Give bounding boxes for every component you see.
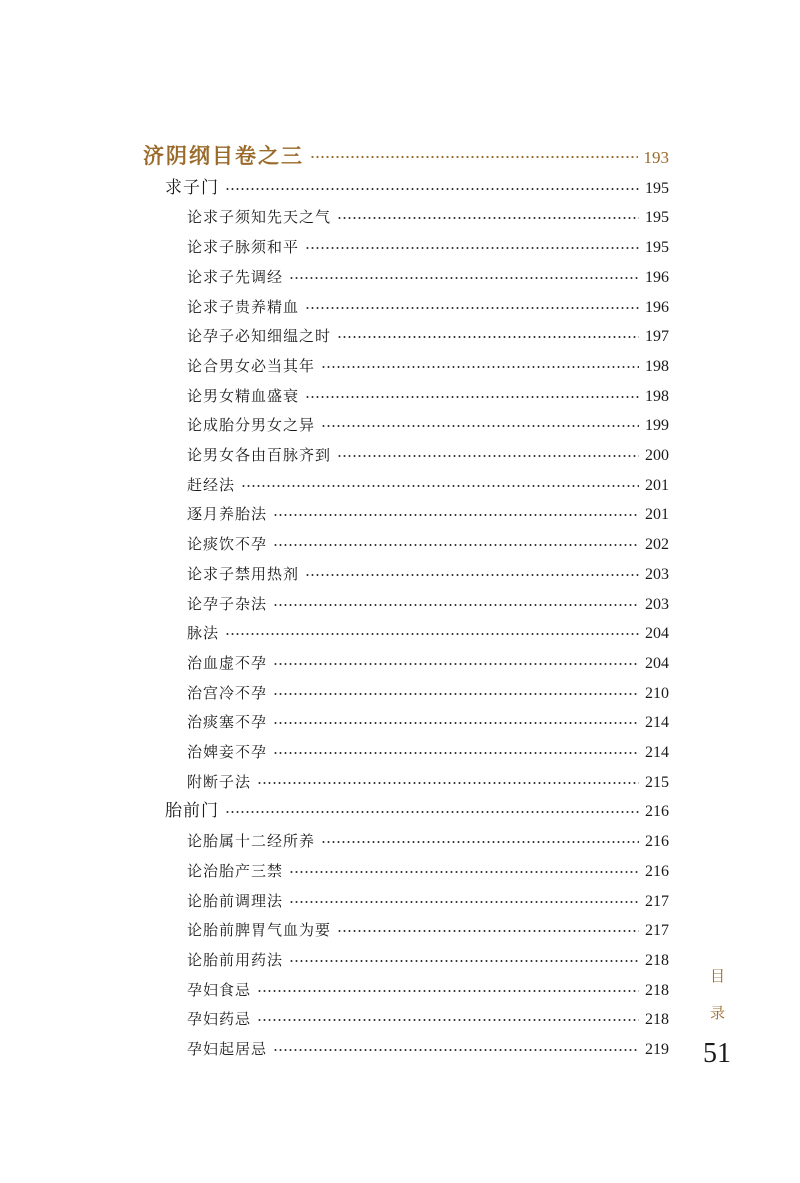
toc-entry-label: 论胎属十二经所养 bbox=[187, 832, 316, 850]
toc-entry bbox=[187, 594, 669, 615]
toc-entry bbox=[187, 623, 669, 644]
dot-leader bbox=[289, 867, 639, 877]
toc-entry-page: 198 bbox=[645, 358, 669, 375]
toc-entry-label: 论男女精血盛衰 bbox=[187, 387, 300, 405]
toc-entry bbox=[187, 950, 669, 971]
toc-entry-label: 治宫冷不孕 bbox=[187, 684, 268, 702]
toc-entry-page: 216 bbox=[645, 863, 669, 880]
toc-entry-page: 218 bbox=[645, 952, 669, 969]
dot-leader bbox=[273, 1045, 639, 1055]
toc-entry-page: 195 bbox=[645, 180, 669, 197]
toc-entry-label: 论胎前用药法 bbox=[187, 951, 284, 969]
dot-leader bbox=[273, 510, 639, 520]
toc-entry-page: 193 bbox=[643, 148, 669, 167]
toc-entry-page: 197 bbox=[645, 328, 669, 345]
toc-entry-page: 218 bbox=[645, 1011, 669, 1028]
toc-entry-label: 论胎前脾胃气血为要 bbox=[187, 921, 332, 939]
toc-entry-page: 204 bbox=[645, 655, 669, 672]
side-label-lu: 录 bbox=[710, 1004, 726, 1022]
toc-entry bbox=[187, 891, 669, 912]
toc-entry bbox=[187, 326, 669, 347]
toc-entry-page: 201 bbox=[645, 506, 669, 523]
toc-entry bbox=[187, 534, 669, 555]
toc-entry-page: 219 bbox=[645, 1041, 669, 1058]
dot-leader bbox=[273, 718, 639, 728]
toc-entry bbox=[187, 712, 669, 733]
toc-entry-label: 脉法 bbox=[187, 624, 220, 642]
dot-leader bbox=[273, 748, 639, 758]
toc-entry-label: 赶经法 bbox=[187, 476, 236, 494]
toc-entry-label: 论孕子杂法 bbox=[187, 595, 268, 613]
toc-entry-label: 治痰塞不孕 bbox=[187, 713, 268, 731]
dot-leader bbox=[337, 451, 639, 461]
toc-entry-label: 孕妇药忌 bbox=[187, 1010, 252, 1028]
toc-entry-label: 论胎前调理法 bbox=[187, 892, 284, 910]
toc-entry-page: 202 bbox=[645, 536, 669, 553]
dot-leader bbox=[337, 332, 639, 342]
toc-entry-label: 论求子先调经 bbox=[187, 268, 284, 286]
toc-entry-page: 217 bbox=[645, 922, 669, 939]
dot-leader bbox=[257, 778, 639, 788]
toc-entry-label: 济阴纲目卷之三 bbox=[143, 143, 304, 168]
toc-entry-label: 论治胎产三禁 bbox=[187, 862, 284, 880]
dot-leader bbox=[273, 600, 639, 610]
toc-entry-page: 200 bbox=[645, 447, 669, 464]
toc-entry-page: 203 bbox=[645, 566, 669, 583]
toc-entry bbox=[187, 297, 669, 318]
toc-entry-page: 216 bbox=[645, 803, 669, 820]
dot-leader bbox=[289, 273, 639, 283]
dot-leader bbox=[337, 926, 639, 936]
toc-entry bbox=[165, 178, 669, 199]
dot-leader bbox=[321, 421, 639, 431]
toc-entry bbox=[187, 386, 669, 407]
toc-entry bbox=[187, 980, 669, 1001]
dot-leader bbox=[289, 956, 639, 966]
toc-entry bbox=[187, 475, 669, 496]
toc-entry-label: 治婢妾不孕 bbox=[187, 743, 268, 761]
toc-entry-page: 217 bbox=[645, 893, 669, 910]
toc-entry bbox=[187, 564, 669, 585]
toc-entry bbox=[187, 237, 669, 258]
toc-entry bbox=[187, 831, 669, 852]
toc-entry-page: 214 bbox=[645, 744, 669, 761]
dot-leader bbox=[273, 689, 639, 699]
toc-entry-label: 附断子法 bbox=[187, 773, 252, 791]
toc-entry-label: 论求子贵养精血 bbox=[187, 298, 300, 316]
toc-entry bbox=[187, 415, 669, 436]
toc-entry bbox=[165, 801, 669, 822]
toc-entry bbox=[187, 504, 669, 525]
toc-entry-page: 201 bbox=[645, 477, 669, 494]
dot-leader bbox=[310, 152, 638, 162]
dot-leader bbox=[225, 629, 639, 639]
dot-leader bbox=[305, 392, 639, 402]
dot-leader bbox=[241, 481, 639, 491]
dot-leader bbox=[257, 1015, 639, 1025]
toc-entry bbox=[187, 920, 669, 941]
toc-entry-label: 治血虚不孕 bbox=[187, 654, 268, 672]
toc-entry-label: 论合男女必当其年 bbox=[187, 357, 316, 375]
toc-entry-label: 求子门 bbox=[165, 178, 219, 198]
dot-leader bbox=[273, 540, 639, 550]
dot-leader bbox=[273, 659, 639, 669]
toc-entry bbox=[187, 445, 669, 466]
toc-entry-page: 216 bbox=[645, 833, 669, 850]
toc-entry bbox=[187, 861, 669, 882]
dot-leader bbox=[225, 807, 639, 817]
dot-leader bbox=[321, 362, 639, 372]
toc-entry-page: 196 bbox=[645, 269, 669, 286]
toc-entry-page: 215 bbox=[645, 774, 669, 791]
toc-entry-page: 204 bbox=[645, 625, 669, 642]
toc-entry bbox=[187, 1009, 669, 1030]
toc-entry-page: 203 bbox=[645, 596, 669, 613]
toc-entry-label: 逐月养胎法 bbox=[187, 505, 268, 523]
dot-leader bbox=[289, 897, 639, 907]
dot-leader bbox=[321, 837, 639, 847]
dot-leader bbox=[225, 184, 639, 194]
page-number: 51 bbox=[703, 1038, 731, 1069]
toc-entry-page: 195 bbox=[645, 209, 669, 226]
toc-entry-label: 论求子须知先天之气 bbox=[187, 208, 332, 226]
toc-entry-label: 论男女各由百脉齐到 bbox=[187, 446, 332, 464]
toc-entry bbox=[143, 143, 669, 168]
toc-entry-page: 196 bbox=[645, 299, 669, 316]
dot-leader bbox=[305, 303, 639, 313]
side-label-mu: 目 bbox=[710, 967, 726, 985]
toc-entry-label: 孕妇食忌 bbox=[187, 981, 252, 999]
toc-entry-label: 孕妇起居忌 bbox=[187, 1040, 268, 1058]
dot-leader bbox=[305, 570, 639, 580]
toc-entry-label: 论求子脉须和平 bbox=[187, 238, 300, 256]
toc-entry bbox=[187, 653, 669, 674]
toc-entry-page: 198 bbox=[645, 388, 669, 405]
toc-entry-page: 214 bbox=[645, 714, 669, 731]
toc-entry-label: 论孕子必知细缊之时 bbox=[187, 327, 332, 345]
toc-entry bbox=[187, 742, 669, 763]
toc-entry bbox=[187, 683, 669, 704]
dot-leader bbox=[257, 986, 639, 996]
toc-entry-label: 胎前门 bbox=[165, 801, 219, 821]
toc-entry bbox=[187, 356, 669, 377]
dot-leader bbox=[337, 213, 639, 223]
toc-entry-page: 210 bbox=[645, 685, 669, 702]
dot-leader bbox=[305, 243, 639, 253]
toc-entry-page: 195 bbox=[645, 239, 669, 256]
toc-entry bbox=[187, 267, 669, 288]
toc-entry-label: 论痰饮不孕 bbox=[187, 535, 268, 553]
toc-entry-label: 论成胎分男女之异 bbox=[187, 416, 316, 434]
toc-entry-label: 论求子禁用热剂 bbox=[187, 565, 300, 583]
toc-entry bbox=[187, 772, 669, 793]
toc-entry bbox=[187, 207, 669, 228]
toc-entry-page: 218 bbox=[645, 982, 669, 999]
toc-entry bbox=[187, 1039, 669, 1060]
toc-entry-page: 199 bbox=[645, 417, 669, 434]
